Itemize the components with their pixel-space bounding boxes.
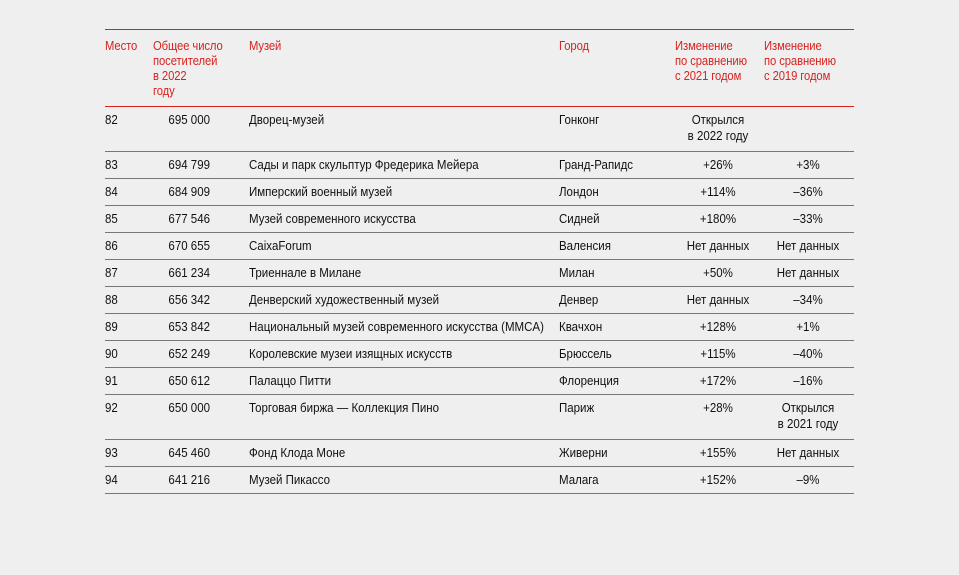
- row-visitors: 650 612: [168, 374, 210, 388]
- row-museum: CaixaForum: [249, 239, 312, 253]
- header-rank: Место: [105, 39, 138, 53]
- row-change-2021: Нет данных: [686, 239, 750, 253]
- row-city: Квачхон: [559, 320, 603, 334]
- row-change-2021: Открылся в 2022 году: [687, 113, 749, 143]
- row-museum: Денверский художественный музей: [249, 293, 440, 307]
- row-change-2021: Нет данных: [686, 293, 750, 307]
- row-change-2019: Нет данных: [776, 446, 840, 460]
- row-visitors: 661 234: [168, 266, 210, 280]
- row-museum: Дворец-музей: [249, 113, 325, 127]
- row-change-2019: –36%: [793, 185, 823, 199]
- header-city: Город: [559, 39, 589, 53]
- row-change-2021: +172%: [699, 374, 737, 388]
- row-museum: Национальный музей современного искусства (MMCA): [249, 320, 544, 334]
- table-row: [105, 341, 854, 368]
- row-visitors: 656 342: [168, 293, 210, 307]
- row-change-2019: –16%: [793, 374, 823, 388]
- table-row: [105, 179, 854, 206]
- table-row: [105, 395, 854, 440]
- table-row: [105, 152, 854, 179]
- row-rank: 87: [105, 266, 118, 280]
- row-visitors: 652 249: [168, 347, 210, 361]
- row-city: Гонконг: [559, 113, 600, 127]
- row-museum: Сады и парк скульптур Фредерика Мейера: [249, 158, 479, 172]
- table-row: [105, 107, 854, 152]
- row-city: Гранд-Рапидс: [559, 158, 634, 172]
- row-museum: Фонд Клода Моне: [249, 446, 346, 460]
- row-rank: 93: [105, 446, 118, 460]
- row-visitors: 677 546: [168, 212, 210, 226]
- row-change-2019: Открылся в 2021 году: [777, 401, 839, 431]
- row-rank: 94: [105, 473, 118, 487]
- row-change-2019: –33%: [793, 212, 823, 226]
- header-visitors: Общее число посетителей в 2022 году: [153, 39, 223, 98]
- row-city: Брюссель: [559, 347, 612, 361]
- row-visitors: 650 000: [168, 401, 210, 415]
- table-row: [105, 233, 854, 260]
- row-change-2021: +115%: [700, 347, 736, 361]
- row-rank: 91: [105, 374, 118, 388]
- row-change-2021: +180%: [699, 212, 737, 226]
- row-rank: 92: [105, 401, 118, 415]
- row-city: Малага: [559, 473, 599, 487]
- row-change-2019: –40%: [793, 347, 823, 361]
- row-city: Париж: [559, 401, 595, 415]
- row-change-2019: Нет данных: [776, 239, 840, 253]
- row-change-2021: +50%: [703, 266, 733, 280]
- row-change-2019: –34%: [793, 293, 823, 307]
- row-museum: Торговая биржа — Коллекция Пино: [249, 401, 440, 415]
- row-visitors: 684 909: [168, 185, 210, 199]
- row-rank: 83: [105, 158, 118, 172]
- row-museum: Королевские музеи изящных искусств: [249, 347, 453, 361]
- row-change-2021: +128%: [699, 320, 737, 334]
- row-visitors: 641 216: [168, 473, 210, 487]
- row-visitors: 670 655: [168, 239, 210, 253]
- row-museum: Триеннале в Милане: [249, 266, 362, 280]
- row-city: Милан: [559, 266, 595, 280]
- row-museum: Палаццо Питти: [249, 374, 332, 388]
- row-visitors: 653 842: [168, 320, 210, 334]
- row-rank: 86: [105, 239, 118, 253]
- row-city: Валенсия: [559, 239, 611, 253]
- table-row: [105, 260, 854, 287]
- row-change-2019: +1%: [796, 320, 820, 334]
- table-row: [105, 206, 854, 233]
- row-museum: Музей современного искусства: [249, 212, 416, 226]
- row-city: Лондон: [559, 185, 599, 199]
- row-change-2021: +114%: [700, 185, 736, 199]
- table-row: [105, 314, 854, 341]
- header-change-2019: Изменение по сравнению с 2019 годом: [764, 39, 836, 83]
- table-row: [105, 467, 854, 494]
- row-visitors: 694 799: [168, 158, 210, 172]
- row-city: Флоренция: [559, 374, 619, 388]
- row-change-2021: +152%: [699, 473, 737, 487]
- row-change-2019: +3%: [796, 158, 820, 172]
- row-visitors: 695 000: [168, 113, 210, 127]
- row-change-2019: –9%: [796, 473, 820, 487]
- row-rank: 90: [105, 347, 118, 361]
- row-museum: Музей Пикассо: [249, 473, 331, 487]
- row-city: Живерни: [559, 446, 608, 460]
- museum-ranking-table: [105, 29, 854, 494]
- row-city: Сидней: [559, 212, 600, 226]
- row-rank: 85: [105, 212, 118, 226]
- header-museum: Музей: [249, 39, 282, 53]
- table-row: [105, 368, 854, 395]
- table-row: [105, 440, 854, 467]
- header-change-2021: Изменение по сравнению с 2021 годом: [675, 39, 747, 83]
- table-body: [105, 107, 854, 494]
- table-row: [105, 287, 854, 314]
- row-rank: 82: [105, 113, 118, 127]
- row-rank: 84: [105, 185, 118, 199]
- row-visitors: 645 460: [168, 446, 210, 460]
- row-city: Денвер: [559, 293, 599, 307]
- row-change-2021: +26%: [703, 158, 733, 172]
- row-rank: 88: [105, 293, 118, 307]
- table-header-row: [105, 30, 854, 107]
- row-rank: 89: [105, 320, 118, 334]
- row-change-2021: +155%: [699, 446, 737, 460]
- row-change-2021: +28%: [703, 401, 733, 415]
- row-change-2019: Нет данных: [776, 266, 840, 280]
- row-museum: Имперский военный музей: [249, 185, 393, 199]
